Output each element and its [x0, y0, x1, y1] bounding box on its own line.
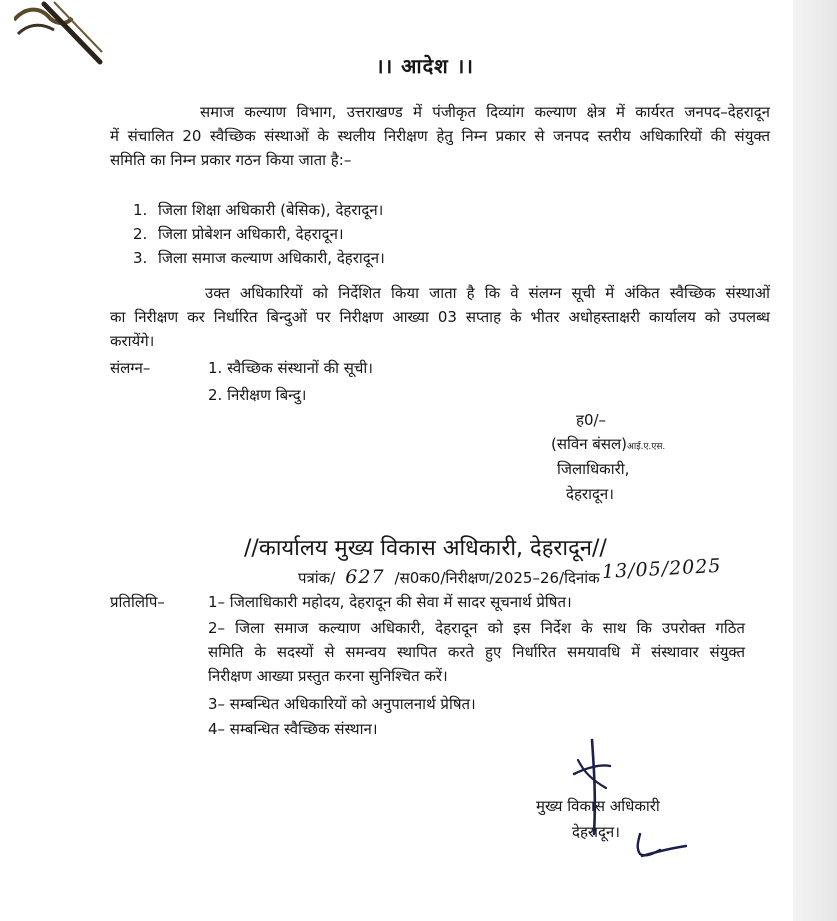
- signatory-name: (सविन बंसल): [551, 435, 628, 453]
- ref-number-handwritten: 627: [345, 566, 385, 588]
- member-num-1: 1.: [133, 201, 148, 219]
- order-para2-line2: का निरीक्षण कर निर्धारित बिन्दुओं पर निरीक्षण आख्या 03 सप्ताह के भीतर अधोहस्ताक्षरी कार्यालय को उपलब्ध: [110, 308, 770, 326]
- copy-item-4: 4– सम्बन्धित स्वैच्छिक संस्थान।: [208, 720, 378, 738]
- order-para1-line3: समिति का निम्न प्रकार गठन किया जाता है:–: [110, 151, 352, 169]
- member-text-2: जिला प्रोबेशन अधिकारी, देहरादून।: [158, 225, 344, 243]
- enclosure-label: संलग्न–: [110, 359, 151, 377]
- copy-item-2-line2: समिति के सदस्यों से समन्वय स्थापित करते हुए निर्धारित समयावधि में संस्थावार संयुक्त: [208, 643, 745, 661]
- office-heading: //कार्यालय मुख्य विकास अधिकारी, देहरादून//: [244, 536, 607, 561]
- signature-sd: ह0/–: [576, 411, 607, 429]
- enclosure-item-2: 2. निरीक्षण बिन्दु।: [208, 386, 307, 404]
- order-para2-line1: उक्त अधिकारियों को निर्देशित किया जाता है कि वे संलग्न सूची में अंकित स्वैच्छिक संस्थाओं: [205, 284, 770, 302]
- binder-clip-image: [14, 0, 104, 66]
- enclosure-item-1: 1. स्वैच्छिक संस्थानों की सूची।: [208, 359, 373, 377]
- cdo-designation: मुख्य विकास अधिकारी: [536, 797, 660, 815]
- member-text-1: जिला शिक्षा अधिकारी (बेसिक), देहरादून।: [158, 201, 384, 219]
- member-num-3: 3.: [133, 249, 148, 267]
- reference-line: [298, 565, 600, 590]
- order-para1-line2: में संचालित 20 स्वैच्छिक संस्थाओं के स्थलीय निरीक्षण हेतु निम्न प्रकार से जनपद स्तरीय अधिकारियों की संयुक्त: [110, 127, 770, 145]
- ref-suffix: /स0क0/निरीक्षण/2025–26/दिनांक: [394, 569, 600, 587]
- copy-item-2-line3: निरीक्षण आख्या प्रस्तुत करना सुनिश्चित करें।: [208, 667, 448, 685]
- order-para2-line3: करायेंगे।: [110, 332, 155, 350]
- signatory-service: आई.ए.एस.: [627, 442, 666, 452]
- order-title: ।। आदेश ।।: [376, 54, 474, 78]
- page-edge-shadow: [793, 0, 837, 921]
- signature-designation: जिलाधिकारी,: [557, 460, 630, 478]
- copy-item-3: 3– सम्बन्धित अधिकारियों को अनुपालनार्थ प्रेषित।: [208, 695, 476, 713]
- cdo-place: देहरादून।: [572, 823, 620, 841]
- handwritten-signature: [556, 738, 696, 872]
- order-para1-line1: समाज कल्याण विभाग, उत्तराखण्ड में पंजीकृत दिव्यांग कल्याण क्षेत्र में कार्यरत जनपद–देहरादून: [200, 103, 770, 121]
- ref-date-handwritten: 13/05/2025: [601, 554, 723, 584]
- copy-label: प्रतिलिपि–: [110, 593, 165, 611]
- member-text-3: जिला समाज कल्याण अधिकारी, देहरादून।: [158, 249, 385, 267]
- ref-prefix: पत्रांक/: [298, 569, 336, 587]
- member-num-2: 2.: [133, 225, 148, 243]
- signature-place: देहरादून।: [566, 485, 614, 503]
- copy-item-1: 1– जिलाधिकारी महोदय, देहरादून की सेवा में सादर सूचनार्थ प्रेषित।: [208, 593, 572, 611]
- signature-name: [551, 432, 665, 459]
- copy-item-2-line1: 2– जिला समाज कल्याण अधिकारी, देहरादून को इस निर्देश के साथ कि उपरोक्त गठित: [208, 619, 745, 637]
